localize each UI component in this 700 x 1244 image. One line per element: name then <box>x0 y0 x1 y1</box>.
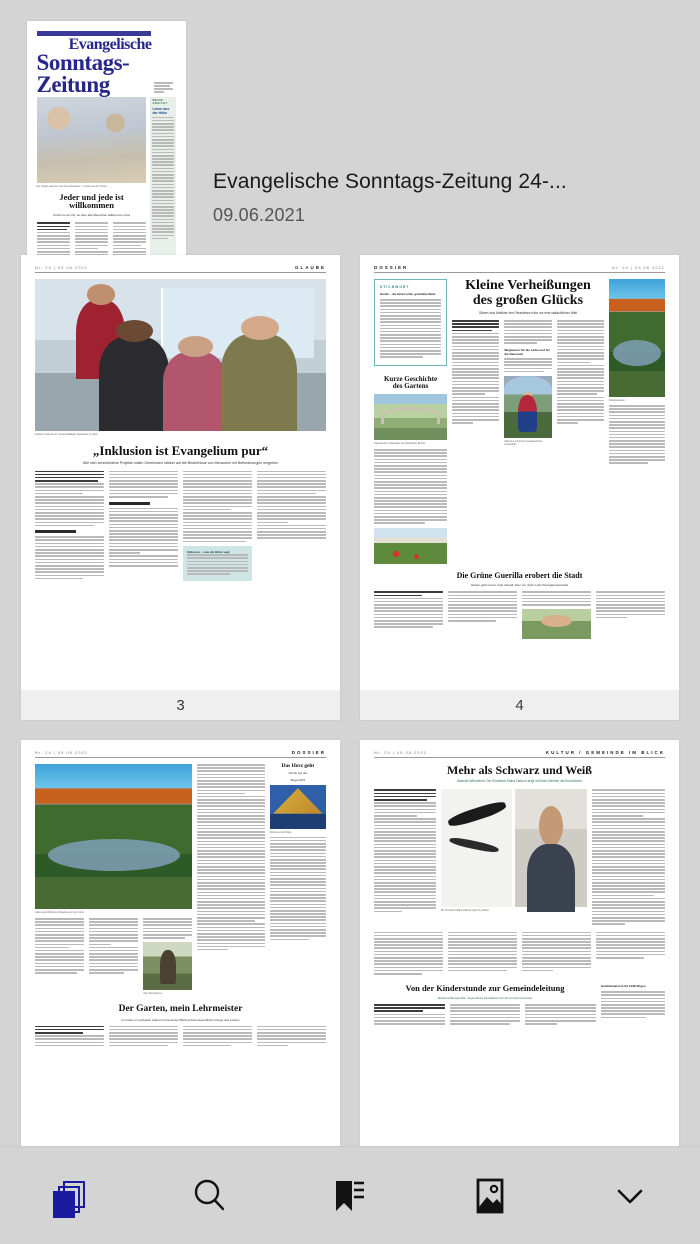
page3-box-title: Inklusion – was die Bibel sagt <box>187 550 230 555</box>
cover-masthead-line1: Evangelische <box>68 35 152 53</box>
document-header <box>0 0 700 241</box>
collapse-button[interactable] <box>560 1147 700 1244</box>
page5-photo-caption: Gärten als Abbild des Paradieses in der Kunst <box>35 911 84 914</box>
cover-subheadline: Kirche ist ein Ort, an dem alle Menschen willkommen sind <box>53 213 130 218</box>
page4-headline-line2: des großen Glücks <box>472 292 584 308</box>
page6-date-label: Nr. 24 | 09.06.2021 <box>374 750 427 755</box>
cover-masthead-line2: Sonntags-Zeitung <box>36 50 130 97</box>
images-button[interactable] <box>420 1147 560 1244</box>
page4-subheadline: Gärten sind Abbilder des Paradieses nicht nur eine tatsächlichen Welt <box>478 311 578 316</box>
page5-sidebar-headline-1: Das Herz geht <box>281 763 315 769</box>
chevron-down-icon <box>610 1176 650 1216</box>
page3-subheadline: Wie sich verschiedene Projekte sollen Gemeinden stärker auf die Bedürfnisse von Menschen mit Behinderungen eingehen <box>82 460 279 465</box>
page6-bottom-headline: Von der Kinderstunde zur Gemeindeleitung <box>405 983 565 994</box>
page-thumbnail-3[interactable] <box>21 255 340 720</box>
page5-section-label: DOSSIER <box>291 750 326 755</box>
page4-sub-heading: Wegweiser für die Liebe und für die Dauerzeit <box>504 348 550 356</box>
page-thumbnail-grid <box>0 241 700 1205</box>
bookmark-button[interactable] <box>280 1147 420 1244</box>
bookmark-icon <box>330 1176 370 1216</box>
cover-headline: Jeder und jede ist willkommen <box>59 191 124 211</box>
image-icon <box>470 1176 510 1216</box>
document-title: Evangelische Sonntags-Zeitung 24-... <box>213 170 567 193</box>
page4-headline-line1: Kleine Verheißungen <box>465 278 591 293</box>
document-date: 09.06.2021 <box>213 205 306 226</box>
page-number-label: 4 <box>360 690 679 720</box>
page3-photo-caption: Inklusion bedeutet im Gemeindealltag miteinander zu leben <box>35 433 98 436</box>
document-meta <box>213 21 567 226</box>
search-icon <box>190 1176 230 1216</box>
pages-button[interactable] <box>0 1147 140 1244</box>
page6-side-heading: Gedenkmarsch mit LKW-Zügen <box>600 984 646 989</box>
page4-sidebar-title: Garten – die beherrschte, gestaltete Natur <box>380 292 436 296</box>
page5-date-label: Nr. 24 | 09.06.2021 <box>35 750 88 755</box>
page4-sidebar-kicker: STICHWORT <box>380 285 410 289</box>
page5-subheadline: Im Grünen zu arbeiten ändert und lenkt den Blick auf die wesentlichen Dinge des Lebens <box>121 1017 240 1022</box>
page-thumbnail-5[interactable]: Nr. 24 | 09.06.2021 DOSSIER Gärten als Abbild des Paradieses in der Kunst Alte Olivenbäume Das Herz geht Kirche auf der Buga 2021 Kirche auf der Buga Der Garten, mein Lehrmeister Im Grünen zu arbeiten ändert und lenkt den Blick auf die wesentlichen Dinge des Lebens <box>21 740 340 1205</box>
page3-date-label: Nr. 24 | 09.06.2021 <box>35 265 88 270</box>
page4-secondary-headline-1: Kurze Geschichte <box>383 374 438 383</box>
cover-sidebar-headline: Leben aus der Höhe <box>152 106 170 115</box>
page6-section-label: KULTUR / GEMEINDE IM BLICK <box>545 750 665 755</box>
cover-sidebar-kicker: MEINE ANSICHT <box>152 98 168 105</box>
page5-sidebar-headline-2: Kirche auf der <box>288 770 308 775</box>
page4-bottom-subheadline: Gärten geht immer. Fast überall. Aber nur nicht in der Kleingartenparzelle <box>470 583 569 588</box>
page4-section-label: DOSSIER <box>374 265 409 270</box>
page5-sidebar-headline-3: Buga 2021 <box>290 777 306 782</box>
search-button[interactable] <box>140 1147 280 1244</box>
page3-section-label: GLAUBE <box>295 265 326 270</box>
page-thumbnail-4[interactable]: DOSSIER Nr. 24 | 09.06.2021 STICHWORT Garten – die beherrschte, gestaltete Natur Kurze Geschichte des Gartens Gartenkunst: Parkanlage mit historischer Brücke Kleine Verheißungen des großen Glücks Gärten sind Abbilder des Paradieses nicht nur eine tatsächlichen Welt Wegweiser für die Liebe und für die Dauerzeit Madonna mit Kind in paradiesischer Landschaft Paradiesgarten Die Grüne Guerilla erobert die Stadt Gärten geht immer. Fast überall. Aber nur nicht in der Kleingartenparzelle 4 <box>360 255 679 720</box>
page6-headline: Mehr als Schwarz und Weiß <box>447 763 592 777</box>
page4-date-label: Nr. 24 | 09.06.2021 <box>612 265 665 270</box>
page6-subheadline: Abstrakt Wimmelnd: Die Künstlerin Maha Zarkout zeigt mit ihren Werken die Kreuzkirche <box>456 779 583 784</box>
pages-icon <box>50 1176 90 1216</box>
page-number-label: 3 <box>21 690 340 720</box>
page6-bottom-subheadline: Rebecca Bergstraße: Jugendliche kandidieren für den Kirchenvorstand <box>437 995 533 1000</box>
page3-headline: „Inklusion ist Evangelium pur“ <box>92 443 269 458</box>
page4-bottom-headline: Die Grüne Guerilla erobert die Stadt <box>456 571 583 580</box>
page5-headline: Der Garten, mein Lehrmeister <box>118 1003 243 1014</box>
page4-secondary-headline-2: des Gartens <box>392 381 429 390</box>
cover-thumbnail[interactable]: Evangelische Sonntags-Zeitung Die Jünger erkennen den Auferstandenen – Fresko aus der Kirche Jeder und jede ist willkommen Kirche ist ein Ort, an dem alle Menschen willkommen sind MEINE ANSICHT Leben aus der Höhe <box>27 21 186 262</box>
page-thumbnail-6[interactable]: Nr. 24 | 09.06.2021 KULTUR / GEMEINDE IM BLICK Mehr als Schwarz und Weiß Abstrakt Wimmelnd: Die Künstlerin Maha Zarkout zeigt mit ihren Werken die Kreuzkirche Die Künstlerin Maha Zarkout zeigt ihre Werke Von der Kinderstunde zur Gemeindeleitung Rebecca Bergstraße: Jugendliche kandidieren für den Kirchenvorstand Gedenkmarsch mit LKW-Zügen <box>360 740 679 1205</box>
bottom-toolbar <box>0 1146 700 1244</box>
